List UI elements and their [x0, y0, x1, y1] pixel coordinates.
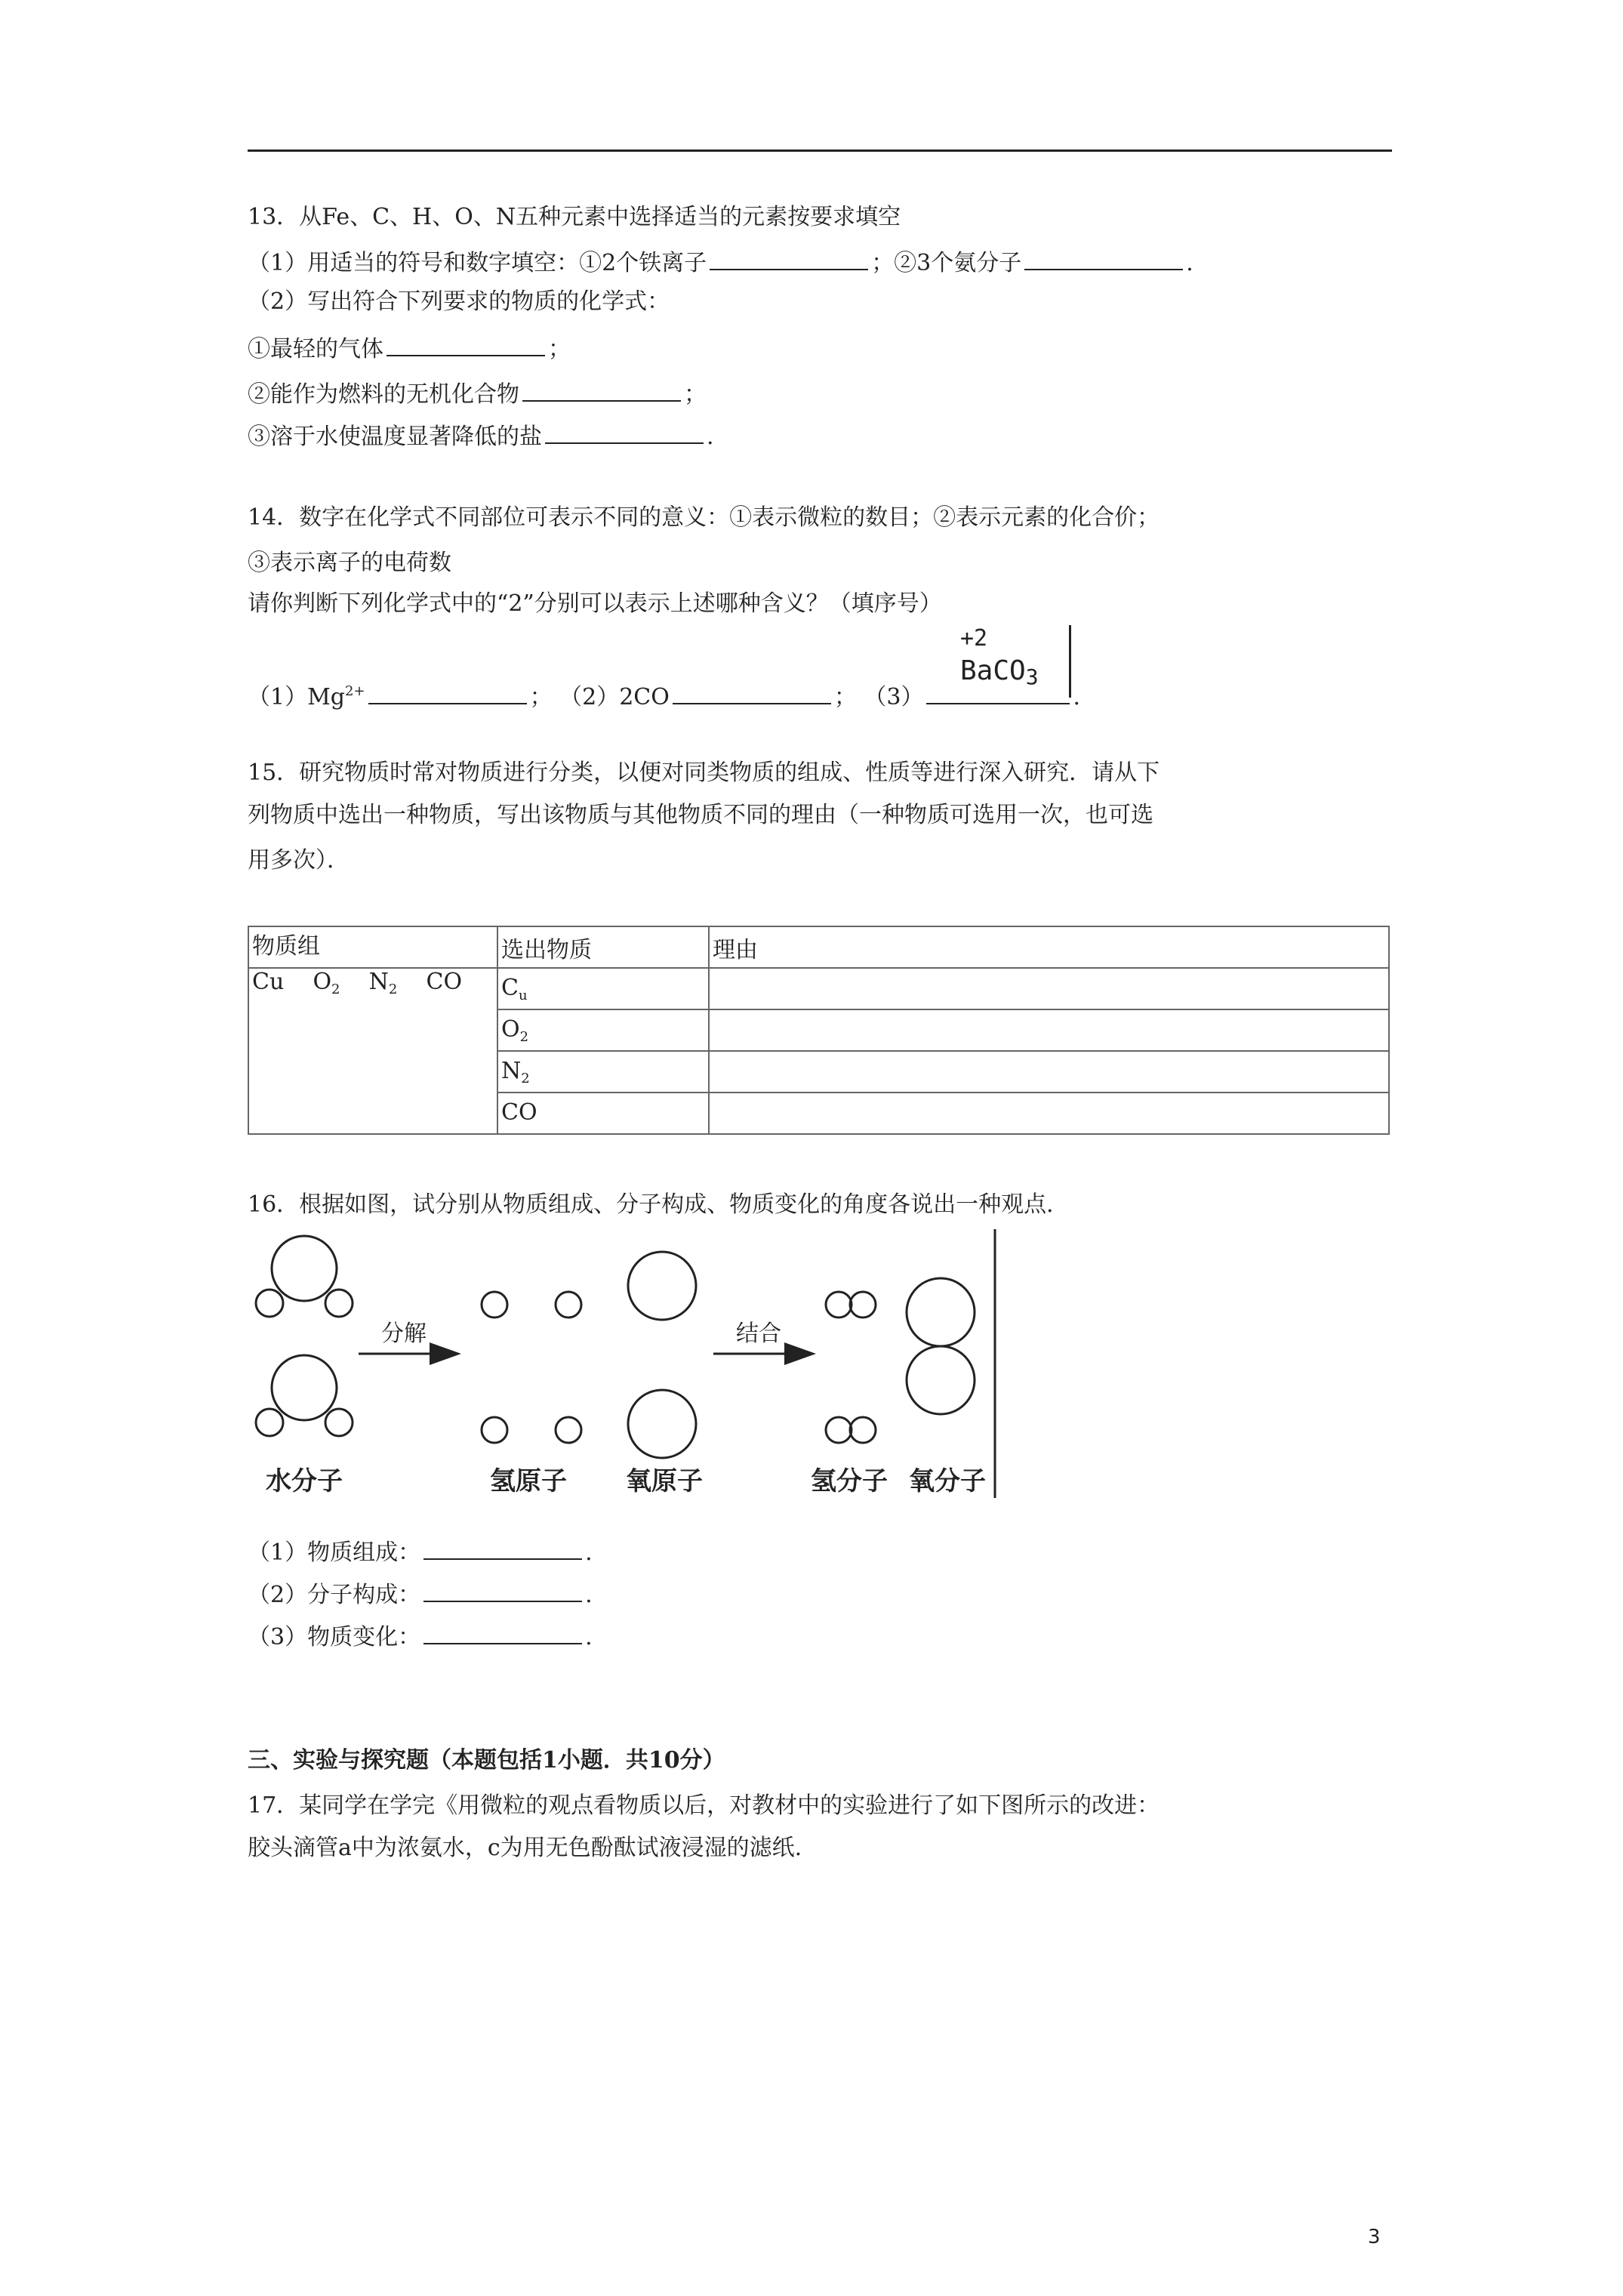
- water-molecule: [256, 1355, 353, 1436]
- oxygen-atom-group: [628, 1252, 696, 1458]
- reason-cell[interactable]: [709, 1093, 1389, 1134]
- q14-line2: ③表示离子的电荷数: [248, 550, 451, 576]
- selected-substance-cell: $O_2$: [497, 1009, 709, 1051]
- label-hydrogen-atom: 氢原子: [490, 1466, 567, 1496]
- selected-substance-cell: $C_u$: [497, 968, 709, 1009]
- answer-blank[interactable]: [423, 1536, 582, 1560]
- selected-substance-cell: CO: [497, 1093, 709, 1134]
- answer-blank[interactable]: [387, 332, 545, 356]
- q15-line2: 列物质中选出一种物质，写出该物质与其他物质不同的理由（一种物质可选用一次，也可选: [248, 802, 1153, 828]
- substance-group-cell: Cu $O_2$ $N_2$ CO: [248, 968, 497, 1134]
- q13-item1: ①最轻的气体 ；: [248, 332, 571, 365]
- reason-cell[interactable]: [709, 1009, 1389, 1051]
- label-oxygen-molecule: 氧分子: [909, 1466, 986, 1496]
- q15-line1: 15．研究物质时常对物质进行分类，以便对同类物质的组成、性质等进行深入研究．请从下: [248, 760, 1160, 786]
- decompose-label: 分解: [381, 1321, 427, 1347]
- q14-line3: 请你判断下列化学式中的“2”分别可以表示上述哪种含义？（填序号）: [248, 590, 942, 617]
- q17-line2: 胶头滴管a中为浓氨水，c为用无色酚酞试液浸湿的滤纸.: [248, 1835, 802, 1861]
- answer-blank[interactable]: [673, 680, 831, 704]
- label-hydrogen-molecule: 氢分子: [811, 1466, 888, 1496]
- q13-title: 13．从Fe、C、H、O、N五种元素中选择适当的元素按要求填空: [248, 204, 901, 230]
- answer-blank[interactable]: [710, 246, 868, 270]
- table-header: 物质组: [248, 926, 497, 968]
- answer-blank[interactable]: [423, 1578, 582, 1602]
- reason-cell[interactable]: [709, 1051, 1389, 1093]
- q16-part3: （3）物质变化： .: [248, 1620, 593, 1653]
- hydrogen-molecule: [826, 1292, 876, 1318]
- label-water-molecule: 水分子: [266, 1466, 343, 1496]
- table-header: 选出物质: [497, 926, 709, 968]
- table-header: 理由: [709, 926, 1389, 968]
- hydrogen-atom-group: [482, 1292, 581, 1443]
- q16-title: 16．根据如图，试分别从物质组成、分子构成、物质变化的角度各说出一种观点．: [248, 1191, 1070, 1218]
- q13-part2: （2）写出符合下列要求的物质的化学式：: [248, 288, 670, 315]
- bacO3-formula-box: [956, 625, 1071, 698]
- water-molecule: [256, 1236, 353, 1317]
- q16-part1: （1）物质组成： .: [248, 1536, 593, 1568]
- hydrogen-molecule: [826, 1417, 876, 1443]
- q13-item2: ②能作为燃料的无机化合物 ；: [248, 378, 707, 410]
- table-header-row: [248, 926, 1389, 968]
- substance-table: [248, 926, 1390, 1135]
- q13-item3: ③溶于水使温度显著降低的盐 .: [248, 420, 714, 452]
- q14-line1: 14．数字在化学式不同部位可表示不同的意义：①表示微粒的数目；②表示元素的化合价；: [248, 504, 1160, 531]
- answer-blank[interactable]: [545, 420, 704, 444]
- label-oxygen-atom: 氧原子: [626, 1466, 703, 1496]
- answer-blank[interactable]: [423, 1620, 582, 1644]
- combine-label: 结合: [736, 1321, 781, 1347]
- q15-line3: 用多次）．: [248, 847, 350, 874]
- oxygen-molecule: [907, 1278, 975, 1414]
- formula-label: BaCO$_3$: [960, 655, 1039, 689]
- valence-label: +2: [960, 625, 988, 652]
- table-row: [248, 968, 1389, 1009]
- reason-cell[interactable]: [709, 968, 1389, 1009]
- molecule-diagram: [245, 1229, 1000, 1501]
- q13-part1: （1）用适当的符号和数字填空：①2个铁离子 ；②3个氨分子 .: [248, 246, 1193, 279]
- section3-heading: 三、实验与探究题（本题包括1小题．共10分）: [248, 1747, 725, 1774]
- q16-part2: （2）分子构成： .: [248, 1578, 593, 1610]
- selected-substance-cell: $N_2$: [497, 1051, 709, 1093]
- q17-line1: 17．某同学在学完《用微粒的观点看物质以后，对教材中的实验进行了如下图所示的改进：: [248, 1792, 1160, 1819]
- answer-blank[interactable]: [368, 680, 527, 704]
- answer-blank[interactable]: [522, 378, 681, 402]
- page-number: 3: [1368, 2226, 1381, 2248]
- answer-blank[interactable]: [1024, 246, 1183, 270]
- header-rule: [248, 149, 1392, 152]
- q14-answers: $(1)Mg^{2+}$ ； （2）2CO ； （3） .: [248, 676, 1080, 713]
